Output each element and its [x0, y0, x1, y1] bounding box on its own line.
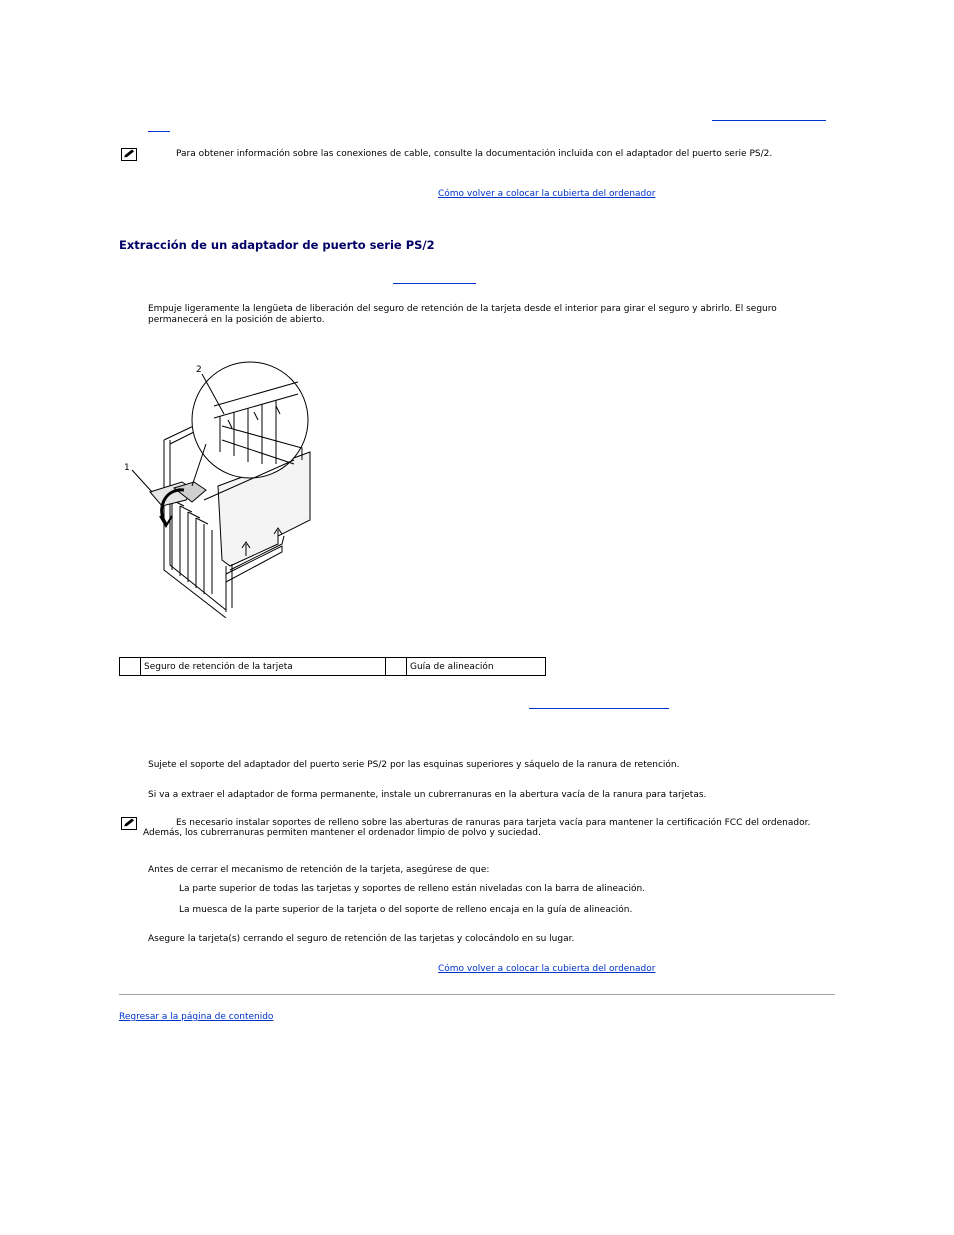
- legend-label-1: Seguro de retención de la tarjeta: [141, 658, 386, 676]
- bullet-notch-fits: La muesca de la parte superior de la tarjeta o del soporte de relleno encaja en la guía de alineación.: [179, 905, 633, 915]
- legend-num-2: [386, 658, 407, 676]
- note-pencil-icon: [121, 817, 137, 830]
- replace-cover-link-2[interactable]: Cómo volver a colocar la cubierta del ordenador: [438, 964, 656, 974]
- card-retention-latch-figure: [122, 360, 318, 618]
- step-hold-bracket: Sujete el soporte del adaptador del puerto serie PS/2 por las esquinas superiores y sáquelo de la ranura de retención.: [148, 760, 680, 770]
- divider: [119, 994, 835, 995]
- note-fcc-line2: Además, los cubrerranuras permiten mantener el ordenador limpio de polvo y suciedad.: [143, 828, 541, 838]
- note-fcc-line1: Es necesario instalar soportes de relleno sobre las aberturas de ranuras para tarjeta vacía para mantener la certificación FCC del ordenador.: [176, 818, 811, 828]
- legend-num-1: [120, 658, 141, 676]
- step-secure-card: Asegure la tarjeta(s) cerrando el seguro de retención de las tarjetas y colocándolo en su lugar.: [148, 934, 575, 944]
- step-push-latch: Empuje ligeramente la lengüeta de liberación del seguro de retención de la tarjeta desde el interior para girar el seguro y abrirlo. El seguro permanecerá en la posición de abierto.: [148, 304, 777, 325]
- back-to-contents-link[interactable]: Regresar a la página de contenido: [119, 1012, 274, 1022]
- note-cable-connections: Para obtener información sobre las conexiones de cable, consulte la documentación incluida con el adaptador del puerto serie PS/2.: [176, 149, 773, 159]
- mid-link-underline[interactable]: [393, 283, 476, 284]
- note-pencil-icon: [121, 148, 137, 161]
- top-link-underline-2[interactable]: [148, 131, 170, 132]
- section-title: Extracción de un adaptador de puerto serie PS/2: [119, 238, 435, 252]
- step-permanent-removal: Si va a extraer el adaptador de forma permanente, instale un cubrerranuras en la abertura vacía de la ranura para tarjetas.: [148, 790, 707, 800]
- legend-label-2: Guía de alineación: [407, 658, 546, 676]
- figure-legend-table: [119, 657, 546, 676]
- legend-row: [120, 658, 546, 676]
- legend-link-underline[interactable]: [529, 708, 669, 709]
- bullet-cards-level: La parte superior de todas las tarjetas y soportes de relleno están niveladas con la barra de alineación.: [179, 884, 646, 894]
- top-link-underline-1[interactable]: [712, 120, 826, 121]
- figure-callout-2: 2: [196, 365, 202, 375]
- step-before-closing: Antes de cerrar el mecanismo de retención de la tarjeta, asegúrese de que:: [148, 865, 490, 875]
- figure-callout-1: 1: [124, 463, 130, 473]
- replace-cover-link[interactable]: Cómo volver a colocar la cubierta del ordenador: [438, 189, 656, 199]
